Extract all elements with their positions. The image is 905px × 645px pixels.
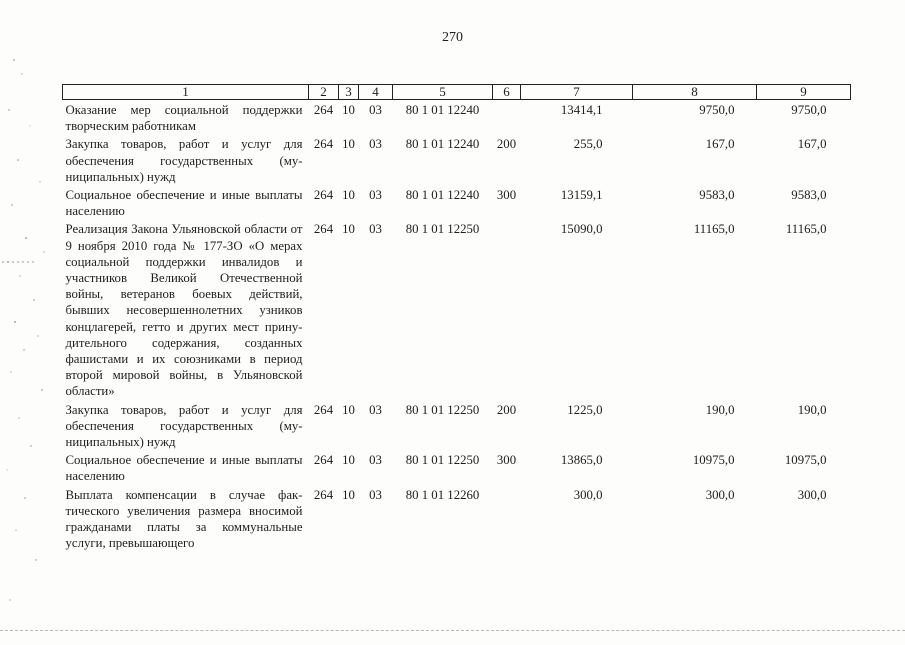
row-amount-col8: 9583,0 [699, 188, 735, 203]
row-name: Оказание мер социальной поддержки творческим работникам [65, 103, 303, 134]
table-header [63, 85, 851, 100]
row-expense-type: 200 [496, 137, 517, 152]
row-name: Социальное обеспечение и иные выплаты населению [65, 188, 303, 219]
row-ministry-code: 264 [313, 103, 334, 117]
row-target-article: 80 1 01 12250 [405, 453, 480, 468]
table-row [63, 134, 851, 185]
row-amount-col8: 300,0 [705, 487, 735, 502]
row-amount-col9: 190,0 [797, 402, 827, 417]
table-row [63, 450, 851, 484]
column-header-6: 6 [493, 85, 521, 100]
row-subsection-code: 03 [369, 487, 382, 502]
row-subsection-code: 03 [369, 453, 382, 468]
row-target-article: 80 1 01 12240 [405, 188, 480, 203]
row-target-article: 80 1 01 12240 [405, 137, 480, 152]
row-amount-col9: 10975,0 [784, 453, 827, 468]
row-section-code: 10 [342, 103, 355, 117]
column-header-1: 1 [63, 85, 309, 100]
scan-noise-left-margin [0, 0, 60, 640]
row-section-code: 10 [342, 222, 355, 237]
table-row [63, 185, 851, 219]
column-header-9: 9 [757, 85, 851, 100]
row-ministry-code: 264 [313, 487, 334, 502]
column-header-7: 7 [521, 85, 633, 100]
page-number: 270 [442, 30, 463, 45]
row-name: Социальное обеспечение и иные выплаты населению [65, 453, 303, 484]
row-section-code: 10 [342, 453, 355, 468]
row-amount-col8: 167,0 [705, 137, 735, 152]
row-expense-type: 300 [496, 188, 517, 203]
table-row [63, 485, 851, 552]
row-ministry-code: 264 [313, 402, 334, 417]
row-amount-col7: 13159,1 [560, 188, 603, 203]
row-subsection-code: 03 [369, 188, 382, 203]
row-amount-col9: 300,0 [797, 487, 827, 502]
row-amount-col7: 13865,0 [560, 453, 603, 468]
table-row [63, 219, 851, 399]
row-target-article: 80 1 01 12240 [405, 103, 480, 117]
row-subsection-code: 03 [369, 402, 382, 417]
row-amount-col7: 15090,0 [560, 222, 603, 237]
row-amount-col9: 9583,0 [791, 188, 827, 203]
row-amount-col9: 167,0 [797, 137, 827, 152]
budget-table [62, 84, 851, 551]
row-amount-col7: 255,0 [573, 137, 603, 152]
row-amount-col7: 13414,1 [560, 103, 603, 117]
row-name: Закупка товаров, работ и услуг для обеспечения государственных (муниципальных) нужд [65, 137, 303, 184]
row-amount-col8: 190,0 [705, 402, 735, 417]
row-target-article: 80 1 01 12250 [405, 222, 480, 237]
column-header-4: 4 [359, 85, 393, 100]
row-ministry-code: 264 [313, 188, 334, 203]
scan-bottom-edge [0, 630, 905, 631]
row-section-code: 10 [342, 487, 355, 502]
column-header-2: 2 [309, 85, 339, 100]
row-expense-type: 300 [496, 453, 517, 468]
row-target-article: 80 1 01 12250 [405, 402, 480, 417]
row-subsection-code: 03 [369, 103, 382, 117]
table-row [63, 400, 851, 451]
column-header-5: 5 [393, 85, 493, 100]
row-amount-col7: 300,0 [573, 487, 603, 502]
row-name: Выплата компенсации в случае фактического увеличения размера вносимой гражданами платы за коммунальные услуги, превышающего [65, 487, 303, 551]
column-header-3: 3 [339, 85, 359, 100]
row-amount-col8: 10975,0 [692, 453, 735, 468]
table-row [63, 100, 851, 135]
row-expense-type [493, 485, 521, 552]
column-header-8: 8 [633, 85, 757, 100]
row-name: Реализация Закона Ульяновской области от 9 ноября 2010 года № 177-ЗО «О мерах социальной поддержки инвалидов и участников Великой Отечественной войны, ветеранов боевых действий, бывших несовершеннолетних узников концлагерей, гетто и других мест принудительного содержания, созданных фашистами и их союзниками в период второй мировой войны, в Ульяновской области» [65, 222, 303, 399]
row-amount-col9: 9750,0 [791, 103, 827, 117]
row-section-code: 10 [342, 402, 355, 417]
row-subsection-code: 03 [369, 222, 382, 237]
row-amount-col9: 11165,0 [785, 222, 827, 237]
row-subsection-code: 03 [369, 137, 382, 152]
row-name: Закупка товаров, работ и услуг для обеспечения государственных (муниципальных) нужд [65, 402, 303, 450]
row-amount-col7: 1225,0 [567, 402, 603, 417]
row-expense-type [493, 100, 521, 135]
row-ministry-code: 264 [313, 453, 334, 468]
row-ministry-code: 264 [313, 137, 334, 152]
row-expense-type [493, 219, 521, 399]
row-target-article: 80 1 01 12260 [405, 487, 480, 502]
row-ministry-code: 264 [313, 222, 334, 237]
row-section-code: 10 [342, 137, 355, 152]
row-amount-col8: 11165,0 [693, 222, 735, 237]
row-expense-type: 200 [496, 402, 517, 417]
row-amount-col8: 9750,0 [699, 103, 735, 117]
row-section-code: 10 [342, 188, 355, 203]
